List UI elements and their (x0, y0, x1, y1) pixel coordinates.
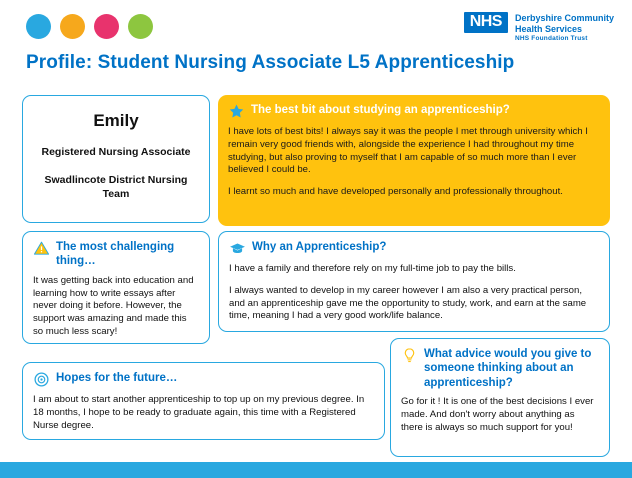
card-hopes-paragraph-1: I am about to start another apprenticeship to top up on my previous degree. In 18 months, I hope to be ready to graduate again, this time with a Registered Nurse degree. (33, 394, 365, 431)
warning-triangle-icon (33, 240, 50, 257)
card-challenging-header (33, 240, 199, 269)
nhs-org-line1: Derbyshire Community (514, 13, 614, 23)
target-icon (33, 371, 50, 388)
star-icon (228, 103, 245, 120)
card-why-paragraph-2: I always wanted to develop in my career however I am also a very practical person, and an apprenticeship gave me the opportunity to study, work, and earn at the same time, meaning I had a very good work/life balance. (229, 284, 587, 322)
card-why-paragraph-1: I have a family and therefore rely on my full-time job to pay the bills. (229, 263, 516, 274)
card-challenging (22, 231, 210, 344)
card-advice-header (401, 347, 599, 390)
card-why-heading: Why an Apprenticeship? (252, 241, 387, 253)
card-best-bit-heading: The best bit about studying an apprenticeship? (251, 104, 510, 116)
dot-pink (94, 14, 119, 39)
profile-team: Swadlincote District Nursing Team (44, 174, 188, 201)
nhs-org-line2: Health Services (514, 23, 583, 34)
nhs-logo (464, 12, 614, 43)
card-challenging-heading: The most challenging thing… (56, 241, 175, 268)
card-advice-paragraph-1: Go for it ! It is one of the best decisions I ever made. And don't worry about anything as there is always so much support for you! (401, 396, 594, 433)
card-hopes-heading: Hopes for the future… (56, 372, 178, 384)
card-best-bit-paragraph-2: I learnt so much and have developed personally and professionally throughout. (228, 186, 563, 197)
decorative-dots (26, 14, 153, 39)
graduation-cap-icon (229, 240, 246, 257)
profile-role: Registered Nursing Associate (41, 146, 191, 158)
profile-name: Emily (93, 111, 139, 130)
card-hopes-header (33, 371, 374, 388)
bottom-bar (0, 462, 632, 478)
lightbulb-icon (401, 347, 418, 364)
card-advice (390, 338, 610, 457)
card-best-bit (218, 95, 610, 226)
profile-card (22, 95, 210, 223)
card-best-bit-header (228, 103, 598, 120)
dot-orange (60, 14, 85, 39)
page-title: Profile: Student Nursing Associate L5 Apprenticeship (26, 52, 515, 73)
dot-blue (26, 14, 51, 39)
dot-green (128, 14, 153, 39)
nhs-trust-line: NHS Foundation Trust (514, 35, 588, 43)
nhs-org-name (515, 12, 614, 43)
nhs-badge: NHS (464, 12, 508, 33)
card-hopes (22, 362, 385, 440)
card-challenging-paragraph-1: It was getting back into education and learning how to write essays after never doing it before. However, the support was amazing and made this so much less scary! (33, 274, 194, 337)
card-why (218, 231, 610, 332)
card-why-header (229, 240, 597, 257)
card-advice-heading: What advice would you give to someone thinking about an apprenticeship? (424, 348, 592, 389)
card-best-bit-paragraph-1: I have lots of best bits! I always say it was the people I met through university which I remain very good friends with, alongside the experience I had throughout my time studying, but also proving to myself that I am capable of so much more than I ever believed I could be. (228, 126, 588, 176)
